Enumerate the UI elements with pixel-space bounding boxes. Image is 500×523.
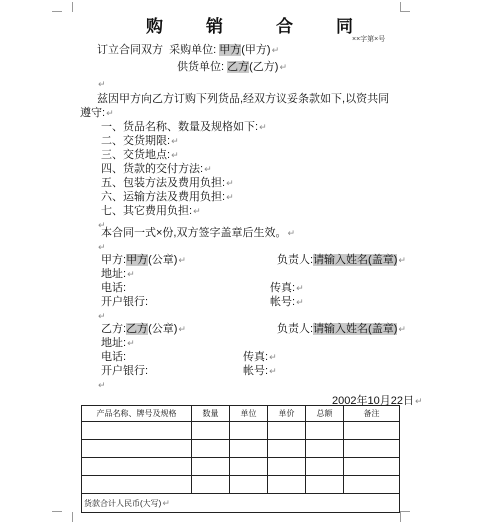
table-cell[interactable] [268,476,306,494]
party-a-bank [101,295,148,309]
paragraph-mark-icon: ↵ [106,108,114,118]
party-a-seal: (公章) [148,254,178,266]
party-b-phone [101,350,126,364]
party-a-rep-field[interactable]: 请输入姓名(盖章) [313,254,398,266]
buyer-tag: (甲方) [241,44,271,56]
clause-text: 五、包装方法及费用负担: [101,177,226,189]
table-cell[interactable] [268,422,306,440]
party-b-name-field[interactable]: 乙方 [126,323,149,335]
table-header-cell: 产品名称、牌号及规格 [82,406,192,422]
seller-label: 供货单位: [177,61,225,73]
phone-label: 电话: [101,351,127,363]
total-amount-cell[interactable] [82,494,400,513]
table-row [82,440,400,458]
party-a-address [101,267,135,281]
seller-line [177,60,287,74]
table-cell[interactable] [230,476,268,494]
table-cell[interactable] [344,476,400,494]
party-a-name-field[interactable]: 甲方 [126,254,149,266]
address-label: 地址: [101,337,127,349]
clause-text: 六、运输方法及费用负担: [101,191,226,203]
table-cell[interactable] [344,458,400,476]
table-cell[interactable] [344,422,400,440]
party-b-fax [243,350,277,364]
table-cell[interactable] [82,440,192,458]
goods-table [81,405,400,513]
paragraph-mark-icon: ↵ [296,297,304,307]
crop-mark-top-left [62,2,73,12]
party-a-line [101,253,186,267]
paragraph-mark-icon: ↵ [269,352,277,362]
party-b-rep [277,322,406,336]
table-row [82,476,400,494]
paragraph-mark-icon: ↵ [178,255,186,265]
clause-4 [101,162,212,176]
table-cell[interactable] [192,458,230,476]
contract-number: ××字第×号 [352,36,386,43]
paragraph-mark-icon: ↵ [98,380,106,390]
table-header-cell: 总额 [306,406,344,422]
address-label: 地址: [101,268,127,280]
bank-label: 开户银行: [101,365,149,377]
party-a-label: 甲方: [101,254,127,266]
party-b-bank [101,364,148,378]
fax-label: 传真: [243,351,269,363]
party-b-account [243,364,277,378]
paragraph-mark-icon: ↵ [226,178,234,188]
clause-text: 七、其它费用负担: [101,205,193,217]
table-cell[interactable] [306,458,344,476]
copies-text: 本合同一式×份,双方签字盖章后生效。 [101,227,287,239]
title-char: 销 [206,17,223,37]
paragraph-mark-icon: ↵ [127,338,135,348]
table-cell[interactable] [192,440,230,458]
party-b-line [101,322,186,336]
empty-paragraph [97,240,106,254]
empty-paragraph [97,378,106,392]
copies-line [101,226,295,240]
clause-6 [101,190,234,204]
table-cell[interactable] [306,422,344,440]
party-a-phone [101,281,126,295]
paragraph-mark-icon: ↵ [414,396,423,406]
table-cell[interactable] [82,458,192,476]
title-char: 同 [336,17,353,37]
table-cell[interactable] [230,422,268,440]
table-header-cell: 单位 [230,406,268,422]
table-cell[interactable] [268,458,306,476]
account-label: 帐号: [243,365,269,377]
paragraph-mark-icon: ↵ [271,45,280,55]
paragraph-mark-icon: ↵ [226,192,234,202]
table-header-cell: 数量 [192,406,230,422]
crop-mark-bottom-left [62,512,73,522]
clause-2 [101,134,179,148]
clause-3 [101,148,179,162]
table-cell[interactable] [306,476,344,494]
seller-name-field[interactable]: 乙方 [227,61,250,73]
clause-5 [101,176,234,190]
empty-paragraph [97,77,106,91]
crop-mark-bottom-right-h [400,511,410,512]
table-total-row [82,494,400,513]
table-cell[interactable] [192,476,230,494]
table-cell[interactable] [306,440,344,458]
paragraph-mark-icon: ↵ [98,79,106,89]
paragraph-mark-icon: ↵ [398,324,406,334]
date-text: 2002年10月22日 [332,395,414,407]
purpose-text-cont: 遵守: [80,107,106,119]
clause-text: 三、交货地点: [101,149,171,161]
party-a-account [270,295,304,309]
paragraph-mark-icon: ↵ [259,122,267,132]
empty-paragraph [97,309,106,323]
party-a-fax [270,281,304,295]
clause-7 [101,204,201,218]
paragraph-mark-icon: ↵ [296,283,304,293]
crop-mark-bottom-right [400,512,411,522]
table-cell[interactable] [344,440,400,458]
paragraph-mark-icon: ↵ [269,366,277,376]
account-label: 帐号: [270,296,296,308]
party-b-rep-field[interactable]: 请输入姓名(盖章) [313,323,398,335]
paragraph-mark-icon: ↵ [178,324,186,334]
crop-mark-top-left-h [52,11,62,12]
title-char: 购 [146,17,163,37]
table-header-cell: 备注 [344,406,400,422]
paragraph-mark-icon: ↵ [204,164,212,174]
party-b-label: 乙方: [101,323,127,335]
purpose-line-1 [97,92,389,106]
total-label: 货款合计人民币(大写) [84,498,162,508]
party-b-address [101,336,135,350]
phone-label: 电话: [101,282,127,294]
paragraph-mark-icon: ↵ [398,255,406,265]
party-b-seal: (公章) [148,323,178,335]
seller-tag: (乙方) [249,61,279,73]
table-cell[interactable] [82,422,192,440]
party-a-rep [277,253,406,267]
table-cell[interactable] [230,458,268,476]
table-cell[interactable] [82,476,192,494]
parties-label: 订立合同双方 [97,44,163,56]
purpose-text: 兹因甲方向乙方订购下列货品,经双方议妥条款如下,以资共同 [97,93,390,105]
paragraph-mark-icon: ↵ [98,220,106,230]
clause-text: 一、货品名称、数量及规格如下: [101,121,259,133]
table-header-row [82,406,400,422]
buyer-name-field[interactable]: 甲方 [219,44,242,56]
table-row [82,422,400,440]
fax-label: 传真: [270,282,296,294]
clause-1 [101,120,267,134]
crop-mark-bottom-left-h [52,511,62,512]
paragraph-mark-icon: ↵ [171,150,179,160]
buyer-line [97,43,279,57]
party-a-rep-label: 负责人: [277,254,314,266]
party-b-rep-label: 负责人: [277,323,314,335]
clause-text: 四、货款的交付方法: [101,163,204,175]
paragraph-mark-icon: ↵ [171,136,179,146]
crop-mark-top-right-h [400,11,410,12]
table-cell[interactable] [192,422,230,440]
buyer-label: 采购单位: [169,44,217,56]
purpose-line-2 [80,106,114,120]
paragraph-mark-icon: ↵ [162,497,170,508]
paragraph-mark-icon: ↵ [287,228,296,238]
table-row [82,458,400,476]
clause-text: 二、交货期限: [101,135,171,147]
paragraph-mark-icon: ↵ [98,311,106,321]
paragraph-mark-icon: ↵ [279,62,287,72]
paragraph-mark-icon: ↵ [193,206,201,216]
paragraph-mark-icon: ↵ [127,269,135,279]
title-char: 合 [276,17,293,37]
paragraph-mark-icon: ↵ [98,242,106,252]
table-cell[interactable] [230,440,268,458]
bank-label: 开户银行: [101,296,149,308]
table-cell[interactable] [268,440,306,458]
table-header-cell: 单价 [268,406,306,422]
